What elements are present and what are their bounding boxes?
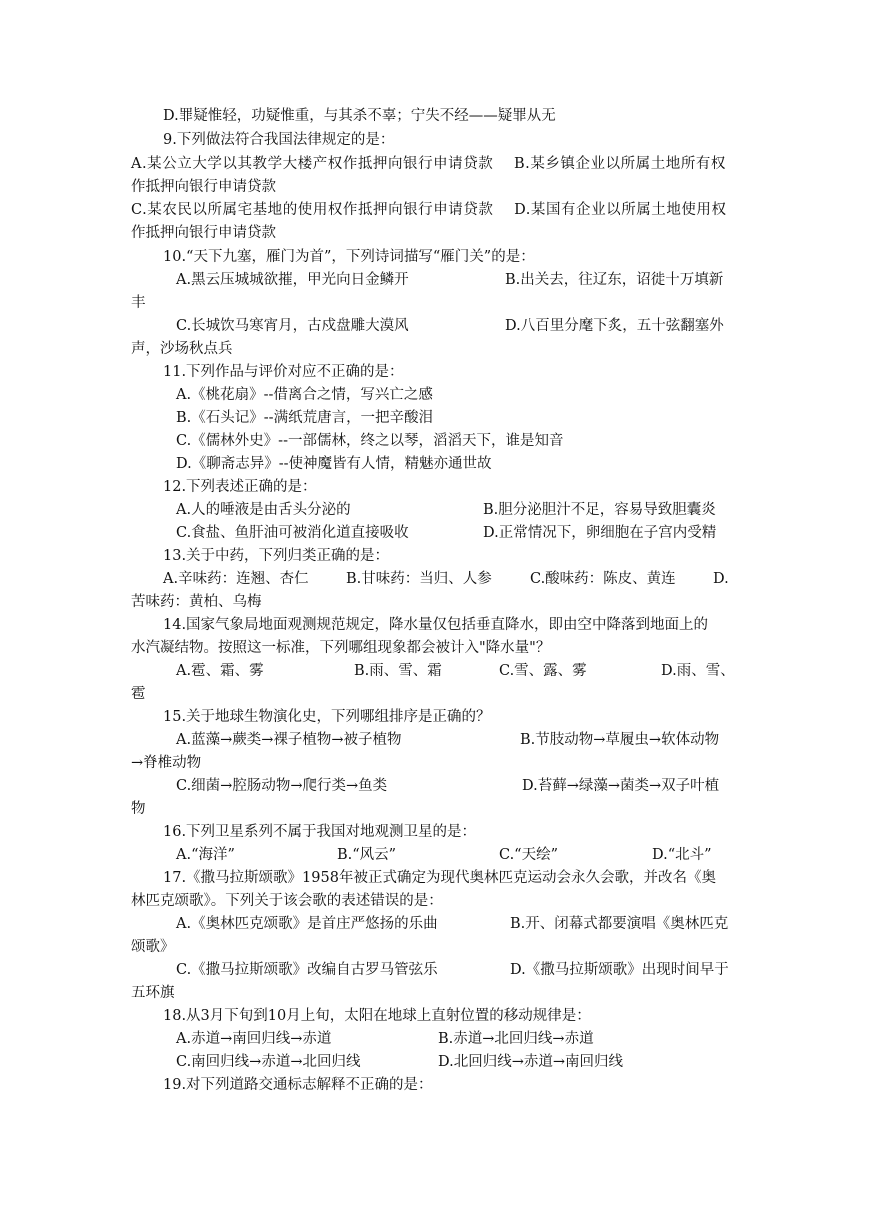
option-text: B.胆分泌胆汁不足，容易导致胆囊炎 [483,502,716,518]
option-text: D.罪疑惟轻，功疑惟重，与其杀不辜；宁失不经——疑罪从无 [163,108,556,124]
option-text: A.《桃花扇》--借离合之情，写兴亡之感 [176,387,433,403]
option-text: 苦味药：黄柏、乌梅 [131,594,262,610]
question-stem: 11.下列作品与评价对应不正确的是： [163,364,404,380]
question-stem: 15.关于地球生物演化史，下列哪组排序是正确的？ [163,709,491,725]
option-text: A.赤道→南回归线→赤道 [176,1031,332,1047]
option-text: 五环旗 [131,985,175,1001]
question-stem: 12.下列表述正确的是： [163,479,317,495]
option-text: B.出关去，往辽东，诏徙十万填新 [505,272,724,288]
question-stem: 13.关于中药，下列归类正确的是： [163,548,390,564]
option-text: C.《撒马拉斯颂歌》改编自古罗马管弦乐 [176,962,438,978]
option-text: D.苔藓→绿藻→菌类→双子叶植 [522,778,720,794]
option-text: B.开、闭幕式都要演唱《奥林匹克 [510,916,729,932]
option-text: 声，沙场秋点兵 [131,341,233,357]
option-text: B.雨、雪、霜 [354,663,442,679]
option-text: 雹 [131,686,146,702]
option-text: B.节肢动物→草履虫→软体动物 [520,732,720,748]
option-text: A.某公立大学以其教学大楼产权作抵押向银行申请贷款 B.某乡镇企业以所属土地所有权 [131,156,726,172]
option-text: D.雨、雪、 [661,663,735,679]
question-stem: 19.对下列道路交通标志解释不正确的是： [163,1077,433,1093]
option-text: D.正常情况下，卵细胞在子宫内受精 [483,525,717,541]
option-text: C.酸味药：陈皮、黄连 [530,571,676,587]
option-text: C.《儒林外史》--一部儒林，终之以琴，滔滔天下，谁是知音 [176,433,564,449]
option-text: B.“风云” [337,847,397,863]
option-text: 作抵押向银行申请贷款 [131,179,276,195]
option-text: 作抵押向银行申请贷款 [131,225,276,241]
option-text: A.黑云压城城欲摧，甲光向日金鳞开 [176,272,409,288]
option-text: D. [713,571,729,587]
question-stem: 16.下列卫星系列不属于我国对地观测卫星的是： [163,824,477,840]
option-text: A.辛味药：连翘、杏仁 [163,571,309,587]
option-text: 颂歌》 [131,939,175,955]
option-text: A.《奥林匹克颂歌》是首庄严悠扬的乐曲 [176,916,438,932]
option-text: C.食盐、鱼肝油可被消化道直接吸收 [176,525,409,541]
question-stem: 10.“天下九塞，雁门为首”，下列诗词描写“雁门关”的是： [163,249,535,265]
question-stem: 17.《撒马拉斯颂歌》1958年被正式确定为现代奥林匹克运动会永久会歌，并改名《奥 [163,870,716,886]
option-text: D.《聊斋志异》--使神魔皆有人情，精魅亦通世故 [176,456,492,472]
option-text: →脊椎动物 [131,755,202,771]
option-text: D.八百里分麾下炙，五十弦翻塞外 [505,318,724,334]
option-text: A.人的唾液是由舌头分泌的 [176,502,351,518]
option-text: D.《撒马拉斯颂歌》出现时间早于 [510,962,729,978]
option-text: C.南回归线→赤道→北回归线 [176,1054,361,1070]
option-text: C.长城饮马寒宵月，古戍盘雕大漠风 [176,318,409,334]
option-text: A.蓝藻→蕨类→裸子植物→被子植物 [176,732,402,748]
question-stem: 9.下列做法符合我国法律规定的是： [163,132,395,148]
option-text: D.“北斗” [652,847,712,863]
option-text: B.甘味药：当归、人参 [346,571,492,587]
option-text: C.雪、露、雾 [499,663,587,679]
option-text: C.某农民以所属宅基地的使用权作抵押向银行申请贷款 D.某国有企业以所属土地使用权 [131,202,727,218]
option-text: A.“海洋” [176,847,235,863]
option-text: B.赤道→北回归线→赤道 [438,1031,594,1047]
question-stem: 水汽凝结物。按照这一标准，下列哪组现象都会被计入"降水量"？ [131,640,551,656]
option-text: 物 [131,801,146,817]
option-text: A.雹、霜、雾 [176,663,264,679]
question-stem: 林匹克颂歌》。下列关于该会歌的表述错误的是： [131,893,443,909]
option-text: B.《石头记》--满纸荒唐言，一把辛酸泪 [176,410,434,426]
option-text: D.北回归线→赤道→南回归线 [438,1054,624,1070]
option-text: C.细菌→腔肠动物→爬行类→鱼类 [176,778,388,794]
option-text: C.“天绘” [499,847,559,863]
option-text: 丰 [131,295,146,311]
question-stem: 14.国家气象局地面观测规范规定，降水量仅包括垂直降水，即由空中降落到地面上的 [163,617,709,633]
question-stem: 18.从3月下旬到10月上旬，太阳在地球上直射位置的移动规律是： [163,1008,591,1024]
